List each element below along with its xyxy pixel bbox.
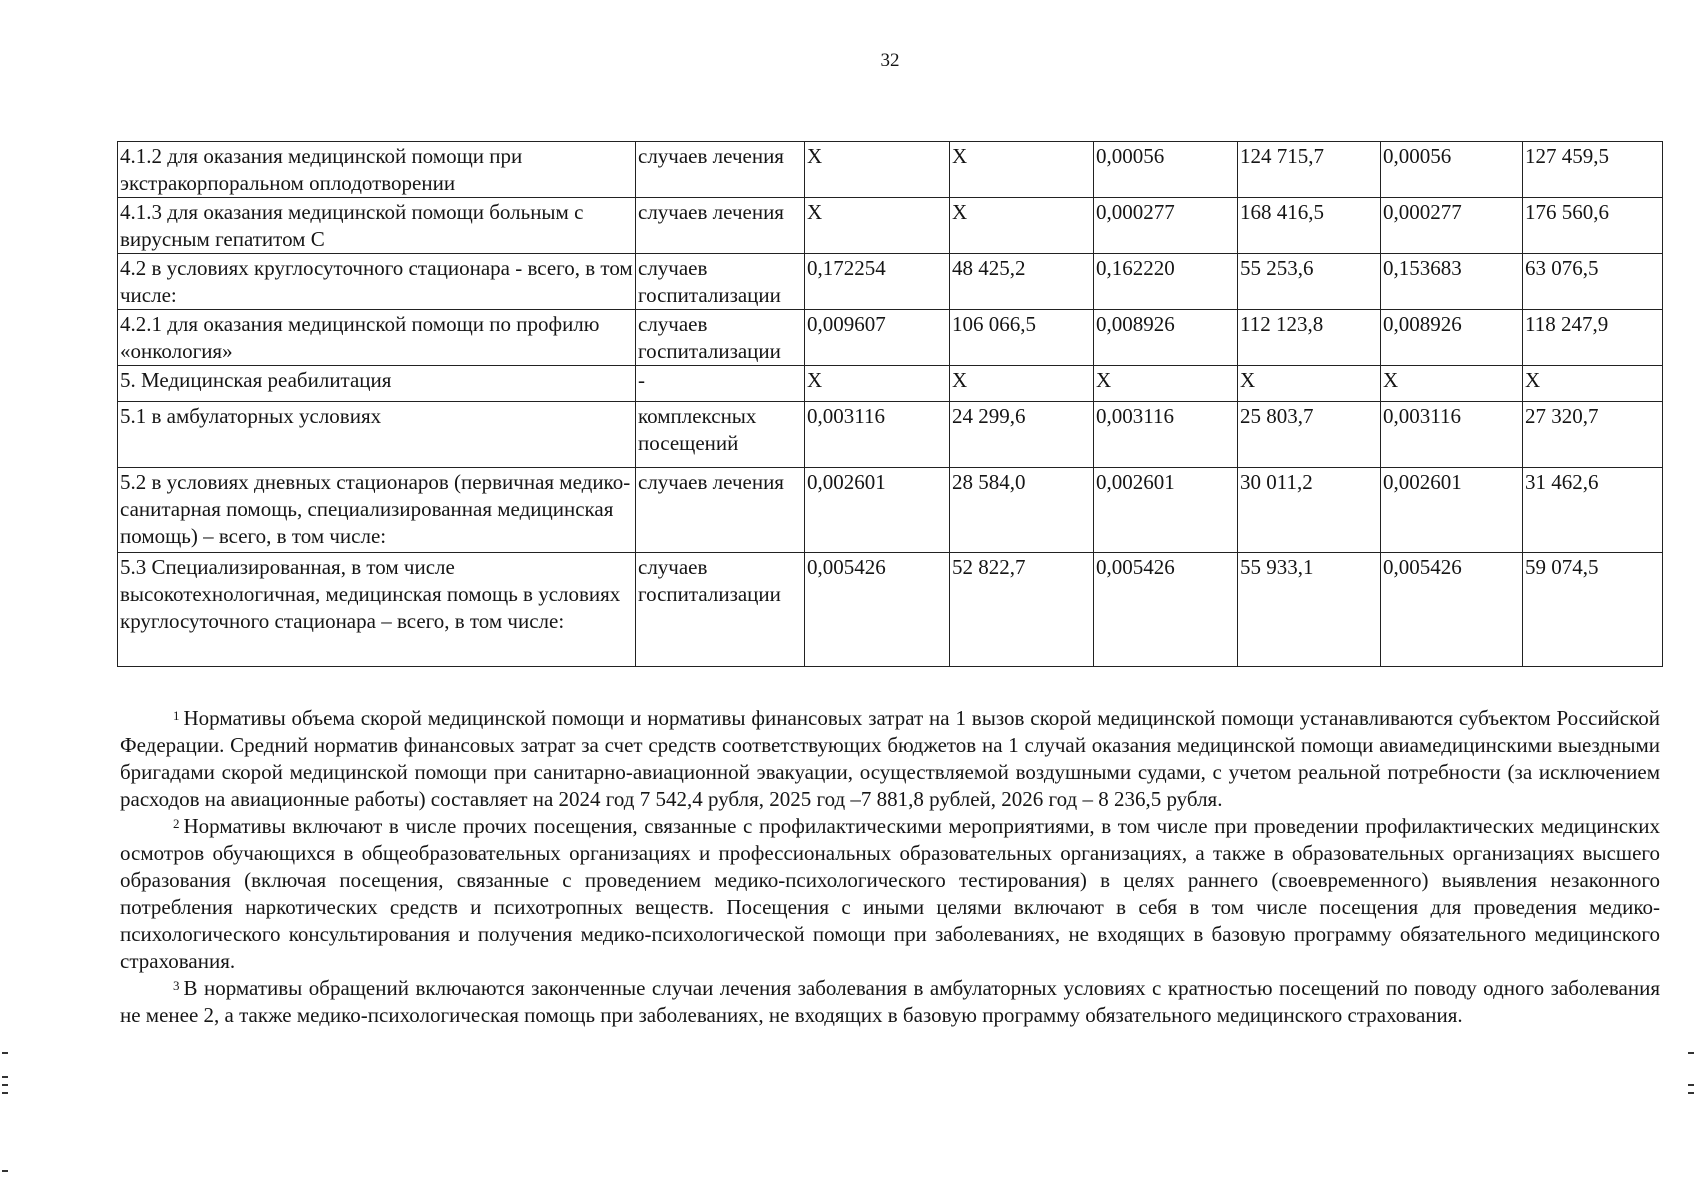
table-row xyxy=(118,142,1663,198)
table-cell: 63 076,5 xyxy=(1523,254,1663,310)
table-cell: случаев лечения xyxy=(636,468,805,553)
footnotes xyxy=(120,705,1660,1029)
table-row xyxy=(118,198,1663,254)
table-cell: Х xyxy=(805,142,950,198)
table-cell: 0,00056 xyxy=(1094,142,1238,198)
table-cell: 0,009607 xyxy=(805,310,950,366)
table-cell: Х xyxy=(1238,366,1381,402)
table-cell: 0,008926 xyxy=(1094,310,1238,366)
table-cell: Х xyxy=(1381,366,1523,402)
table-cell: 4.1.3 для оказания медицинской помощи больным с вирусным гепатитом С xyxy=(118,198,636,254)
table-cell: 25 803,7 xyxy=(1238,402,1381,468)
footnote-text: В нормативы обращений включаются законченные случаи лечения заболевания в амбулаторных условиях с кратностью посещений по поводу одного заболевания не менее 2, а также медико-психологическая помощь при заболеваниях, не входящих в базовую программу обязательного медицинского страхования. xyxy=(120,976,1660,1027)
table-cell: 0,153683 xyxy=(1381,254,1523,310)
table-cell: 0,008926 xyxy=(1381,310,1523,366)
table-cell: 106 066,5 xyxy=(950,310,1094,366)
table-row xyxy=(118,553,1663,667)
margin-tick xyxy=(2,1170,8,1172)
table-cell: 0,003116 xyxy=(1381,402,1523,468)
table-cell: 52 822,7 xyxy=(950,553,1094,667)
margin-tick xyxy=(1688,1092,1694,1094)
table-cell: 5.3 Специализированная, в том числе высокотехнологичная, медицинская помощь в условиях круглосуточного стационара – всего, в том числе: xyxy=(118,553,636,667)
table-cell: случаев лечения xyxy=(636,198,805,254)
table-cell: 5. Медицинская реабилитация xyxy=(118,366,636,402)
page-number: 32 xyxy=(880,50,900,71)
table-cell: 127 459,5 xyxy=(1523,142,1663,198)
table-cell: 55 253,6 xyxy=(1238,254,1381,310)
margin-tick xyxy=(2,1092,8,1094)
table-cell: Х xyxy=(950,366,1094,402)
table-cell: Х xyxy=(1094,366,1238,402)
table-cell: 0,005426 xyxy=(1094,553,1238,667)
margin-tick xyxy=(1688,1052,1694,1054)
table-cell: 0,002601 xyxy=(805,468,950,553)
table-cell: 55 933,1 xyxy=(1238,553,1381,667)
table-cell: случаев госпитализации xyxy=(636,254,805,310)
table-cell: Х xyxy=(950,142,1094,198)
table-row xyxy=(118,254,1663,310)
table-cell: Х xyxy=(1523,366,1663,402)
footnote-mark: 3 xyxy=(173,978,180,993)
table-cell: 27 320,7 xyxy=(1523,402,1663,468)
table-cell: случаев лечения xyxy=(636,142,805,198)
table-cell: Х xyxy=(805,366,950,402)
table-cell: случаев госпитализации xyxy=(636,553,805,667)
table-cell: 31 462,6 xyxy=(1523,468,1663,553)
table-cell: 24 299,6 xyxy=(950,402,1094,468)
table-row xyxy=(118,310,1663,366)
footnote-3 xyxy=(120,975,1660,1029)
table-cell: 4.2 в условиях круглосуточного стационара - всего, в том числе: xyxy=(118,254,636,310)
table-cell: 0,003116 xyxy=(805,402,950,468)
table-cell: случаев госпитализации xyxy=(636,310,805,366)
table-cell: 0,005426 xyxy=(1381,553,1523,667)
table-cell: 59 074,5 xyxy=(1523,553,1663,667)
table-cell: комплексных посещений xyxy=(636,402,805,468)
footnote-mark: 1 xyxy=(173,708,180,723)
table-cell: 5.1 в амбулаторных условиях xyxy=(118,402,636,468)
table-cell: 0,003116 xyxy=(1094,402,1238,468)
table-cell: Х xyxy=(805,198,950,254)
table-cell: - xyxy=(636,366,805,402)
footnote-1 xyxy=(120,705,1660,813)
table-cell: 28 584,0 xyxy=(950,468,1094,553)
table-cell: 0,002601 xyxy=(1094,468,1238,553)
table-cell: 0,162220 xyxy=(1094,254,1238,310)
margin-tick xyxy=(2,1076,8,1078)
table-row xyxy=(118,468,1663,553)
table-cell: 5.2 в условиях дневных стационаров (первичная медико-санитарная помощь, специализированная медицинская помощь) – всего, в том числе: xyxy=(118,468,636,553)
norms-table xyxy=(117,141,1663,667)
table-cell: 168 416,5 xyxy=(1238,198,1381,254)
table-cell: 4.1.2 для оказания медицинской помощи при экстракорпоральном оплодотворении xyxy=(118,142,636,198)
table-cell: 0,000277 xyxy=(1094,198,1238,254)
table-cell: 0,00056 xyxy=(1381,142,1523,198)
margin-tick xyxy=(2,1084,8,1086)
footnote-2 xyxy=(120,813,1660,975)
table-cell: 124 715,7 xyxy=(1238,142,1381,198)
table-cell: 0,000277 xyxy=(1381,198,1523,254)
margin-tick xyxy=(2,1052,8,1054)
table-cell: 176 560,6 xyxy=(1523,198,1663,254)
table-cell: 0,172254 xyxy=(805,254,950,310)
table-cell: Х xyxy=(950,198,1094,254)
table-row xyxy=(118,402,1663,468)
table-cell: 4.2.1 для оказания медицинской помощи по профилю «онкология» xyxy=(118,310,636,366)
table-cell: 30 011,2 xyxy=(1238,468,1381,553)
table-cell: 0,005426 xyxy=(805,553,950,667)
footnote-text: Нормативы включают в числе прочих посещения, связанные с профилактическими мероприятиями, в том числе при проведении профилактических медицинских осмотров обучающихся в общеобразовательных организациях и профессиональных образовательных организациях, а также в образовательных организациях высшего образования (включая посещения, связанные с проведением медико-психологического тестирования) в целях раннего (своевременного) выявления незаконного потребления наркотических средств и психотропных веществ. Посещения с иными целями включают в себя в том числе посещения для проведения медико-психологического консультирования и получения медико-психологической помощи при заболеваниях, не входящих в базовую программу обязательного медицинского страхования. xyxy=(120,814,1660,973)
footnote-text: Нормативы объема скорой медицинской помощи и нормативы финансовых затрат на 1 вызов скорой медицинской помощи устанавливаются субъектом Российской Федерации. Средний норматив финансовых затрат за счет средств соответствующих бюджетов на 1 случай оказания медицинской помощи авиамедицинскими выездными бригадами скорой медицинской помощи при санитарно-авиационной эвакуации, осуществляемой воздушными судами, с учетом реальной потребности (за исключением расходов на авиационные работы) составляет на 2024 год 7 542,4 рубля, 2025 год –7 881,8 рублей, 2026 год – 8 236,5 рубля. xyxy=(120,706,1660,811)
table-cell: 112 123,8 xyxy=(1238,310,1381,366)
table-cell: 118 247,9 xyxy=(1523,310,1663,366)
table-cell: 0,002601 xyxy=(1381,468,1523,553)
table-row xyxy=(118,366,1663,402)
table-cell: 48 425,2 xyxy=(950,254,1094,310)
footnote-mark: 2 xyxy=(173,816,180,831)
margin-tick xyxy=(1688,1084,1694,1086)
